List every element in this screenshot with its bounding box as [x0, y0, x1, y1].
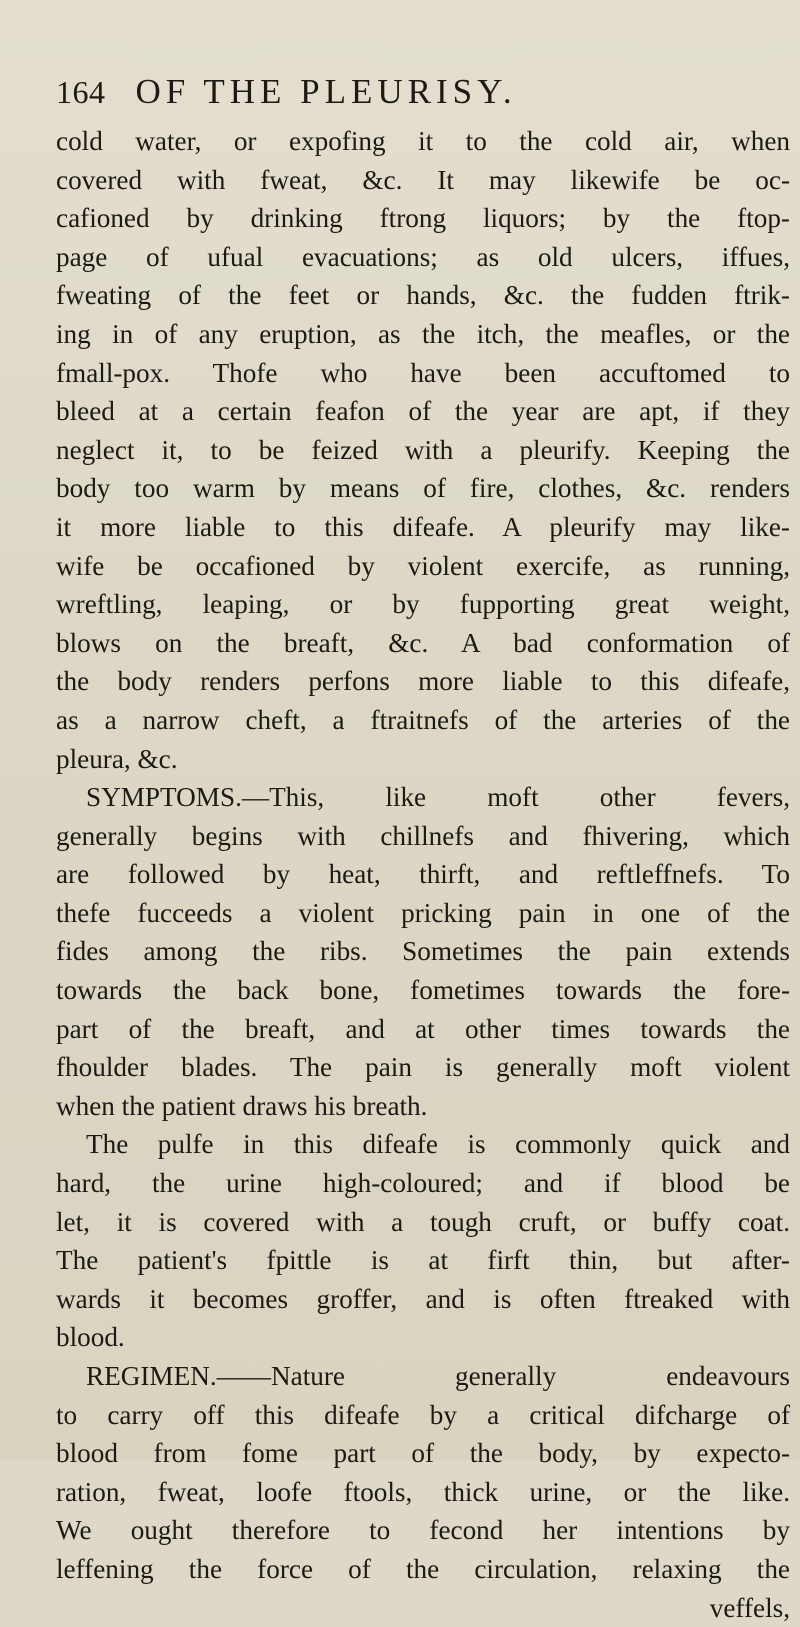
- running-head: [56, 72, 756, 120]
- page-number: 164: [56, 74, 106, 110]
- text-line-11: it more liable to this difeafe. A pleurify may like-: [56, 511, 790, 542]
- text-line-36: ration, fweat, loofe ftools, thick urine, or the like.: [56, 1476, 790, 1507]
- text-line-1: cold water, or expofing it to the cold air, when: [56, 126, 790, 156]
- catchword: veffels,: [709, 1592, 790, 1623]
- text-line-31: wards it becomes groffer, and is often ftreaked with: [56, 1283, 790, 1314]
- text-line-5: fweating of the feet or hands, &c. the fudden ftrik-: [56, 280, 790, 311]
- body-text: [56, 122, 790, 1627]
- text-line-17: pleura, &c.: [56, 743, 178, 774]
- running-head-title: OF THE PLEURISY.: [135, 72, 517, 111]
- text-line-30: The patient's fpittle is at firft thin, but after-: [56, 1245, 790, 1276]
- regimen-heading-line: REGIMEN.——Nature generally endeavours: [86, 1361, 790, 1391]
- text-line-6: ing in of any eruption, as the itch, the meafles, or the: [56, 318, 790, 349]
- text-line-38: leffening the force of the circulation, relaxing the: [56, 1553, 790, 1584]
- text-line-32: blood.: [56, 1322, 125, 1353]
- text-line-10: body too warm by means of fire, clothes, &c. renders: [56, 473, 790, 504]
- symptoms-heading-line: SYMPTOMS.—This, like moft other fevers,: [86, 782, 790, 813]
- text-line-19: generally begins with chillnefs and fhivering, which: [56, 820, 790, 851]
- text-line-26: when the patient draws his breath.: [56, 1090, 428, 1121]
- text-line-13: wreftling, leaping, or by fupporting great weight,: [56, 589, 790, 620]
- text-line-22: fides among the ribs. Sometimes the pain extends: [56, 936, 790, 967]
- text-line-12: wife be occafioned by violent exercife, as running,: [56, 550, 790, 581]
- text-line-21: thefe fucceeds a violent pricking pain in one of the: [56, 897, 790, 928]
- text-line-4: page of ufual evacuations; as old ulcers, iffues,: [56, 241, 790, 272]
- text-line-9: neglect it, to be feized with a pleurify. Keeping the: [56, 434, 790, 465]
- text-line-25: fhoulder blades. The pain is generally moft violent: [56, 1052, 790, 1083]
- text-line-15: the body renders perfons more liable to this difeafe,: [56, 666, 790, 697]
- text-line-7: fmall-pox. Thofe who have been accuftomed to: [56, 357, 790, 388]
- text-line-29: let, it is covered with a tough cruft, or buffy coat.: [56, 1206, 790, 1237]
- text-line-16: as a narrow cheft, a ftraitnefs of the arteries of the: [56, 704, 790, 735]
- text-line-3: cafioned by drinking ftrong liquors; by the ftop-: [56, 203, 790, 234]
- text-line-20: are followed by heat, thirft, and reftleffnefs. To: [56, 859, 790, 890]
- pulse-paragraph-line: The pulfe in this difeafe is commonly quick and: [86, 1129, 790, 1160]
- text-line-28: hard, the urine high-coloured; and if blood be: [56, 1168, 790, 1199]
- text-line-24: part of the breaft, and at other times towards the: [56, 1013, 790, 1044]
- text-line-23: towards the back bone, fometimes towards the fore-: [56, 975, 790, 1006]
- text-line-2: covered with fweat, &c. It may likewife be oc-: [56, 164, 790, 195]
- text-line-8: bleed at a certain feafon of the year are apt, if they: [56, 396, 790, 427]
- text-line-34: to carry off this difeafe by a critical difcharge of: [56, 1399, 790, 1430]
- text-line-37: We ought therefore to fecond her intentions by: [56, 1515, 790, 1546]
- text-line-14: blows on the breaft, &c. A bad conformation of: [56, 627, 790, 658]
- text-line-35: blood from fome part of the body, by expecto-: [56, 1438, 790, 1469]
